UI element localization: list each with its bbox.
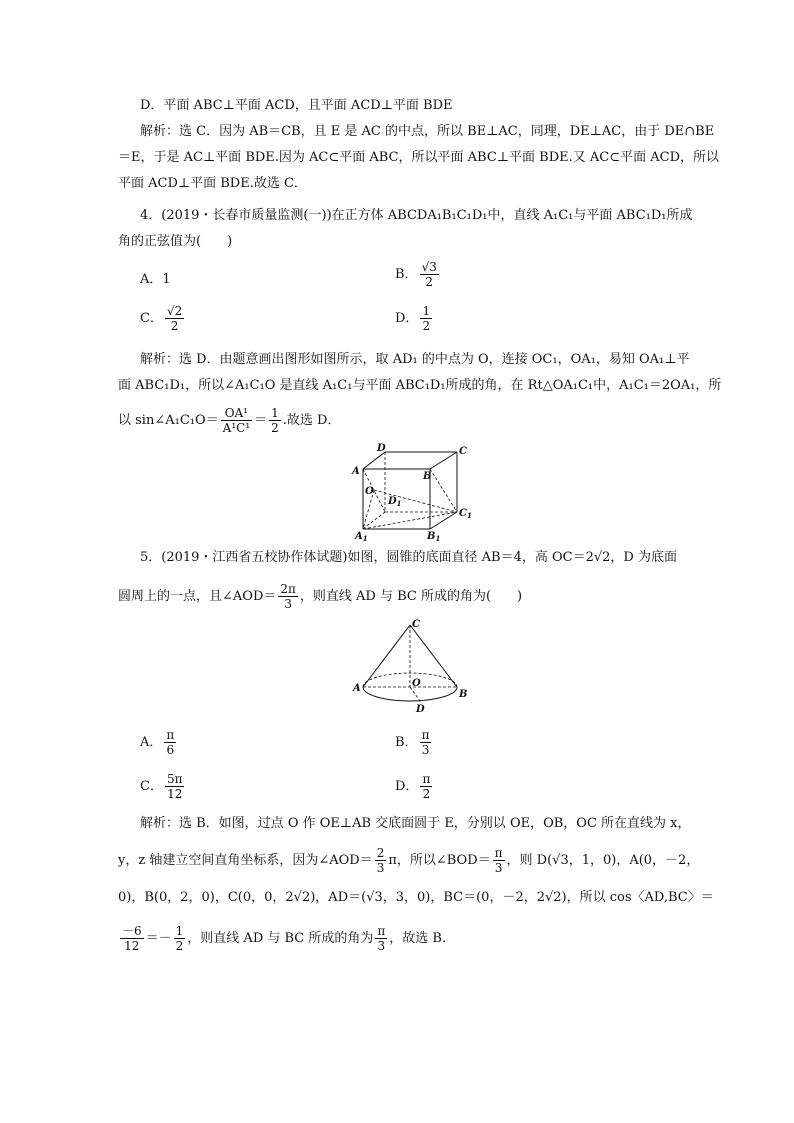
segment-od [410, 687, 420, 701]
q4-option-a: A．1 [140, 272, 171, 287]
label-b: B [459, 689, 468, 700]
q3-option-d: D．平面 ABC⊥平面 ACD，且平面 ACD⊥平面 BDE [140, 98, 453, 113]
label-c1: $C_1$ [459, 508, 472, 520]
q4-solution-line2: 面 ABC₁D₁，所以∠A₁C₁O 是直线 A₁C₁与平面 ABC₁D₁所成的角，在 Rt△OA₁C₁中，A₁C₁＝2OA₁，所 [118, 378, 722, 393]
q4-option-d: D． $\frac{1}{2}$ [395, 304, 431, 333]
q5-solution-line3: 0)，B(0，2，0)，C(0，0，2√2)，AD＝(√3，3，0)，BC＝(0，－2，2√2)，所以 cos〈AD,BC〉＝ [118, 890, 714, 905]
base-front-arc [363, 687, 457, 701]
q5-option-a: A． $\frac{\pi}{6}$ [140, 728, 175, 757]
label-a: A [352, 466, 360, 477]
label-d: D [377, 443, 386, 454]
label-b1: $B_1$ [427, 531, 441, 542]
q5-option-d: D． $\frac{\pi}{2}$ [395, 772, 431, 801]
q4-option-b: B． $\frac{√3}{2}$ [395, 260, 437, 289]
q4-solution-line3: 以 sin∠A₁C₁O＝ $\frac{\text{OA¹}}{\text{A¹C¹}}$ ＝ $\frac{1}{2}$ .故选 D． [118, 406, 341, 435]
cone-figure [350, 615, 475, 715]
q4-option-c: C． $\frac{√2}{2}$ [140, 304, 183, 333]
q5-option-c: C． $\frac{5\pi}{12}$ [140, 772, 183, 801]
q3-solution-line2: ＝E，于是 AC⊥平面 BDE.因为 AC⊂平面 ABC，所以平面 ABC⊥平面 BDE.又 AC⊂平面 ACD，所以 [118, 150, 720, 165]
q5-solution-line4: $\frac{-6}{12}$ ＝－ $\frac{1}{2}$ ，则直线 AD 与 BC 所成的角为 $\frac{\pi}{3}$ ，故选 B． [122, 924, 455, 953]
label-c: C [459, 446, 467, 457]
label-o: O [412, 678, 421, 689]
edge-a1d1-hidden [363, 512, 385, 529]
cube-figure [345, 442, 475, 542]
q5-solution-line2: y，z 轴建立空间直角坐标系，因为∠AOD＝ $\frac{2}{3}$ π，所以∠BOD＝ $\frac{\pi}{3}$ ，则 D(√3，1，0)，A(0，－2， [118, 846, 700, 875]
label-d1: $D_1$ [388, 496, 402, 508]
label-b: B [423, 471, 432, 482]
q5-option-b: B． $\frac{\pi}{3}$ [395, 728, 430, 757]
label-a1: $A_1$ [355, 531, 368, 542]
q5-stem-line2: 圆周上的一点，且∠AOD＝ $\frac{2\pi}{3}$ ，则直线 AD 与 BC 所成的角为( ) [118, 582, 523, 611]
q4-stem-line2: 角的正弦值为( ) [118, 234, 233, 249]
label-o: O [365, 486, 374, 497]
q5-solution-line1: 解析：选 B．如图，过点 O 作 OE⊥AB 交底面圆于 E，分别以 OE，OB，OC 所在直线为 x， [140, 816, 691, 831]
q3-solution-line1: 解析：选 C．因为 AB＝CB，且 E 是 AC 的中点，所以 BE⊥AC，同理，DE⊥AC，由于 DE∩BE [140, 124, 715, 139]
q4-stem-line1: 4．(2019・长春市质量监测(一))在正方体 ABCDA₁B₁C₁D₁中，直线 A₁C₁与平面 ABC₁D₁所成 [140, 208, 693, 223]
label-a: A [353, 683, 361, 694]
segment-oc1 [374, 490, 457, 512]
label-c: C [412, 619, 420, 630]
edge-ad [363, 452, 385, 469]
q4-solution-line1: 解析：选 D．由题意画出图形如图所示，取 AD₁ 的中点为 O，连接 OC₁，OA₁，易知 OA₁⊥平 [140, 352, 690, 367]
edge-bc [430, 452, 457, 469]
cone-side-left [363, 625, 410, 687]
q5-stem-line1: 5．(2019・江西省五校协作体试题)如图，圆锥的底面直径 AB＝4，高 OC＝2√2，D 为底面 [140, 550, 677, 565]
q3-solution-line3: 平面 ACD⊥平面 BDE.故选 C． [118, 176, 307, 191]
label-d: D [416, 704, 425, 715]
